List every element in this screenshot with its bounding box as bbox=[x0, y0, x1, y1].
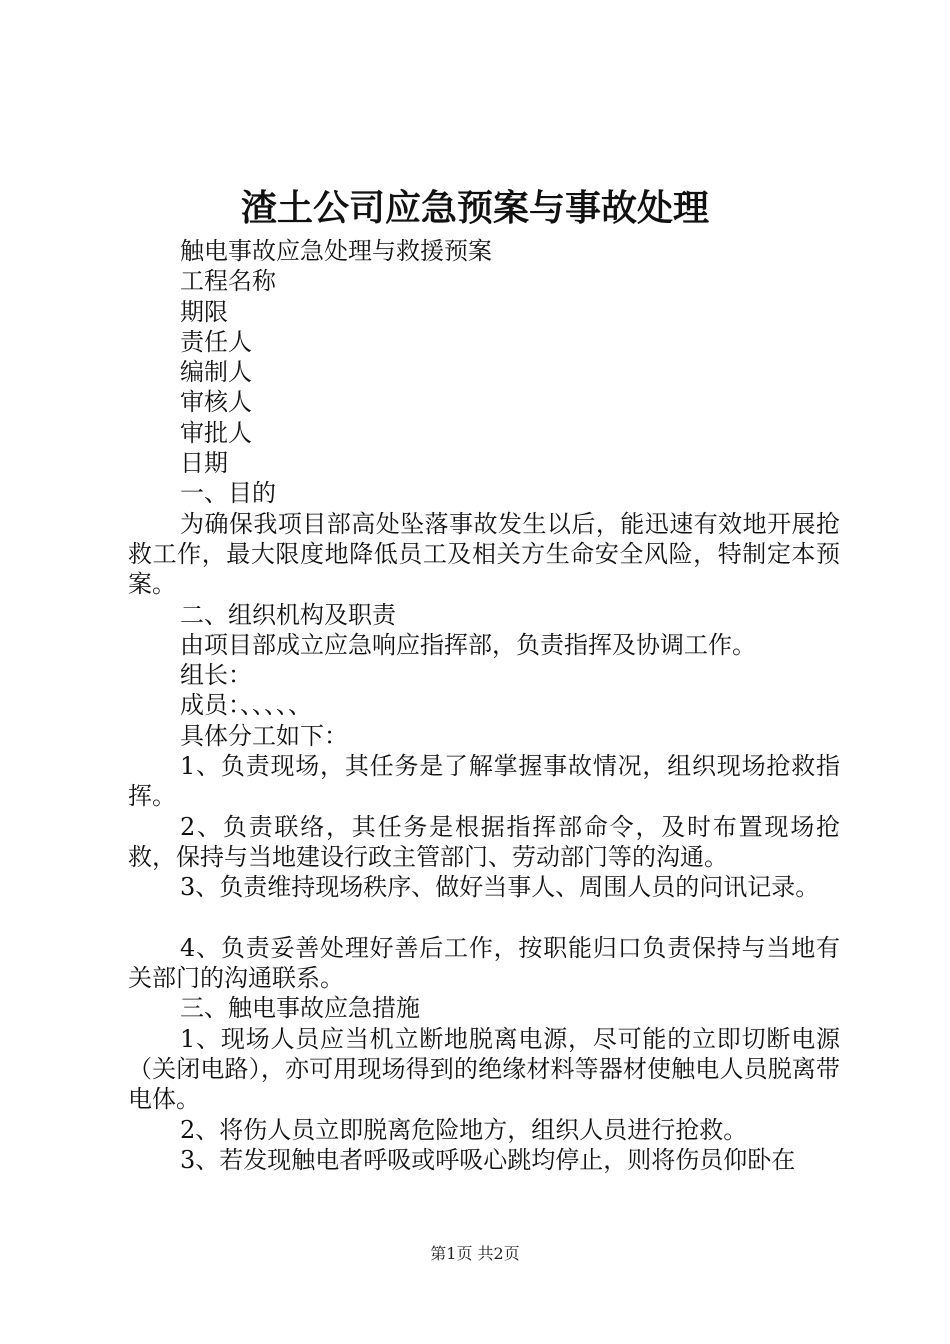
section-heading: 二、组织机构及职责 bbox=[180, 600, 396, 629]
date-field: 日期 bbox=[180, 449, 228, 478]
reviewer-field: 审核人 bbox=[180, 388, 252, 417]
paragraph: 2、负责联络，其任务是根据指挥部命令，及时布置现场抢救，保持与当地建设行政主管部门、劳动部门等的沟通。 bbox=[128, 812, 840, 871]
section-heading: 三、触电事故应急措施 bbox=[180, 994, 420, 1023]
paragraph: 2、将伤人员立即脱离危险地方，组织人员进行抢救。 bbox=[180, 1115, 748, 1144]
paragraph: 3、若发现触电者呼吸或呼吸心跳均停止，则将伤员仰卧在 bbox=[180, 1145, 796, 1174]
document-body bbox=[128, 236, 840, 1175]
paragraph: 3、负责维持现场秩序、做好当事人、周围人员的问讯记录。 bbox=[180, 873, 820, 902]
document-title: 渣土公司应急预案与事故处理 bbox=[240, 187, 709, 229]
paragraph: 1、负责现场，其任务是了解掌握事故情况，组织现场抢救指挥。 bbox=[128, 752, 840, 811]
subtitle-line: 触电事故应急处理与救援预案 bbox=[180, 237, 492, 265]
approver-field: 审批人 bbox=[180, 418, 252, 447]
section-heading: 一、目的 bbox=[180, 479, 276, 508]
page-footer: 第1页 共2页 bbox=[430, 1244, 520, 1263]
blank-line bbox=[128, 903, 840, 933]
period-field: 期限 bbox=[180, 297, 228, 326]
paragraph: 为确保我项目部高处坠落事故发生以后，能迅速有效地开展抢救工作，最大限度地降低员工及相关方生命安全风险，特制定本预案。 bbox=[128, 509, 840, 599]
members-field: 成员：、、、、、 bbox=[180, 691, 312, 720]
paragraph: 4、负责妥善处理好善后工作，按职能归口负责保持与当地有关部门的沟通联系。 bbox=[128, 933, 840, 993]
group-leader-field: 组长： bbox=[180, 661, 252, 690]
author-field: 编制人 bbox=[180, 358, 252, 387]
project-name-field: 工程名称 bbox=[180, 267, 276, 296]
division-heading: 具体分工如下： bbox=[180, 721, 348, 750]
paragraph: 由项目部成立应急响应指挥部，负责指挥及协调工作。 bbox=[180, 630, 756, 659]
paragraph: 1、现场人员应当机立断地脱离电源，尽可能的立即切断电源（关闭电路），亦可用现场得到的绝缘材料等器材使触电人员脱离带电体。 bbox=[128, 1024, 840, 1114]
responsible-person-field: 责任人 bbox=[180, 327, 252, 356]
